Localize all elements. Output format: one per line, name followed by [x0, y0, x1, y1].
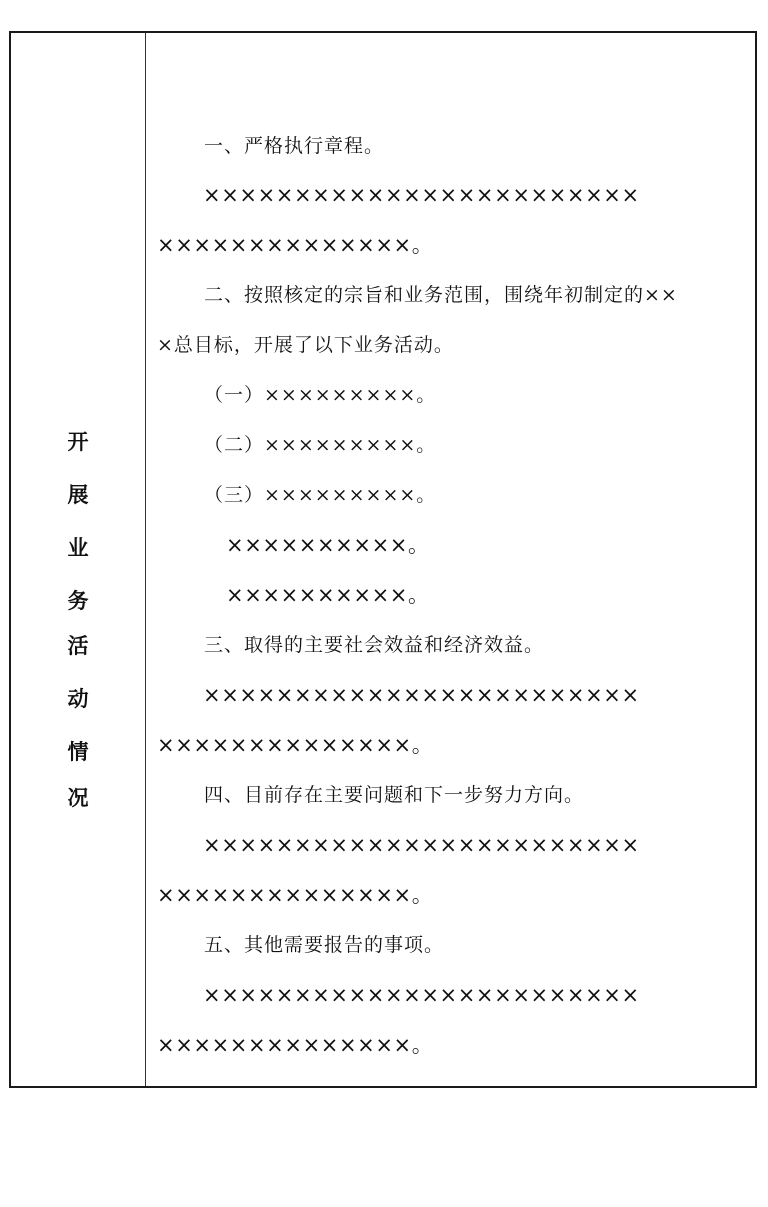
placeholder-text-line: ××××××××××。 [226, 533, 430, 557]
sub-item-2: （二）×××××××××。 [204, 434, 437, 456]
placeholder-text-line: ××××××××××。 [226, 583, 430, 607]
placeholder-text-line: ×××××××××××××××××××××××× [203, 833, 640, 857]
label-char: 务 [67, 588, 89, 613]
section-heading-3: 三、取得的主要社会效益和经济效益。 [204, 634, 545, 656]
sub-item-3: （三）×××××××××。 [204, 484, 437, 506]
label-char: 业 [67, 535, 89, 560]
placeholder-text-line: ××××××××××××××。 [157, 1033, 434, 1057]
label-char: 活 [67, 633, 89, 658]
section-heading-4: 四、目前存在主要问题和下一步努力方向。 [204, 784, 585, 806]
placeholder-text-line: ×××××××××××××××××××××××× [203, 683, 640, 707]
label-char: 况 [67, 785, 89, 810]
section-heading-2-continued: ×总目标，开展了以下业务活动。 [157, 334, 454, 356]
label-char: 情 [67, 739, 89, 764]
activity-report-table [9, 31, 757, 1088]
label-char: 展 [67, 482, 89, 507]
placeholder-text-line: ×××××××××××××××××××××××× [203, 983, 640, 1007]
content-cell [146, 33, 755, 1086]
sub-item-1: （一）×××××××××。 [204, 384, 437, 406]
label-char: 开 [67, 429, 89, 454]
label-char: 动 [67, 686, 89, 711]
row-label-cell [11, 33, 145, 1086]
section-heading-5: 五、其他需要报告的事项。 [204, 934, 445, 956]
placeholder-text-line: ××××××××××××××。 [157, 733, 434, 757]
section-heading-1: 一、严格执行章程。 [204, 135, 385, 157]
section-heading-2: 二、按照核定的宗旨和业务范围，围绕年初制定的×× [204, 284, 678, 306]
placeholder-text-line: ×××××××××××××××××××××××× [203, 183, 640, 207]
placeholder-text-line: ××××××××××××××。 [157, 883, 434, 907]
placeholder-text-line: ××××××××××××××。 [157, 233, 434, 257]
